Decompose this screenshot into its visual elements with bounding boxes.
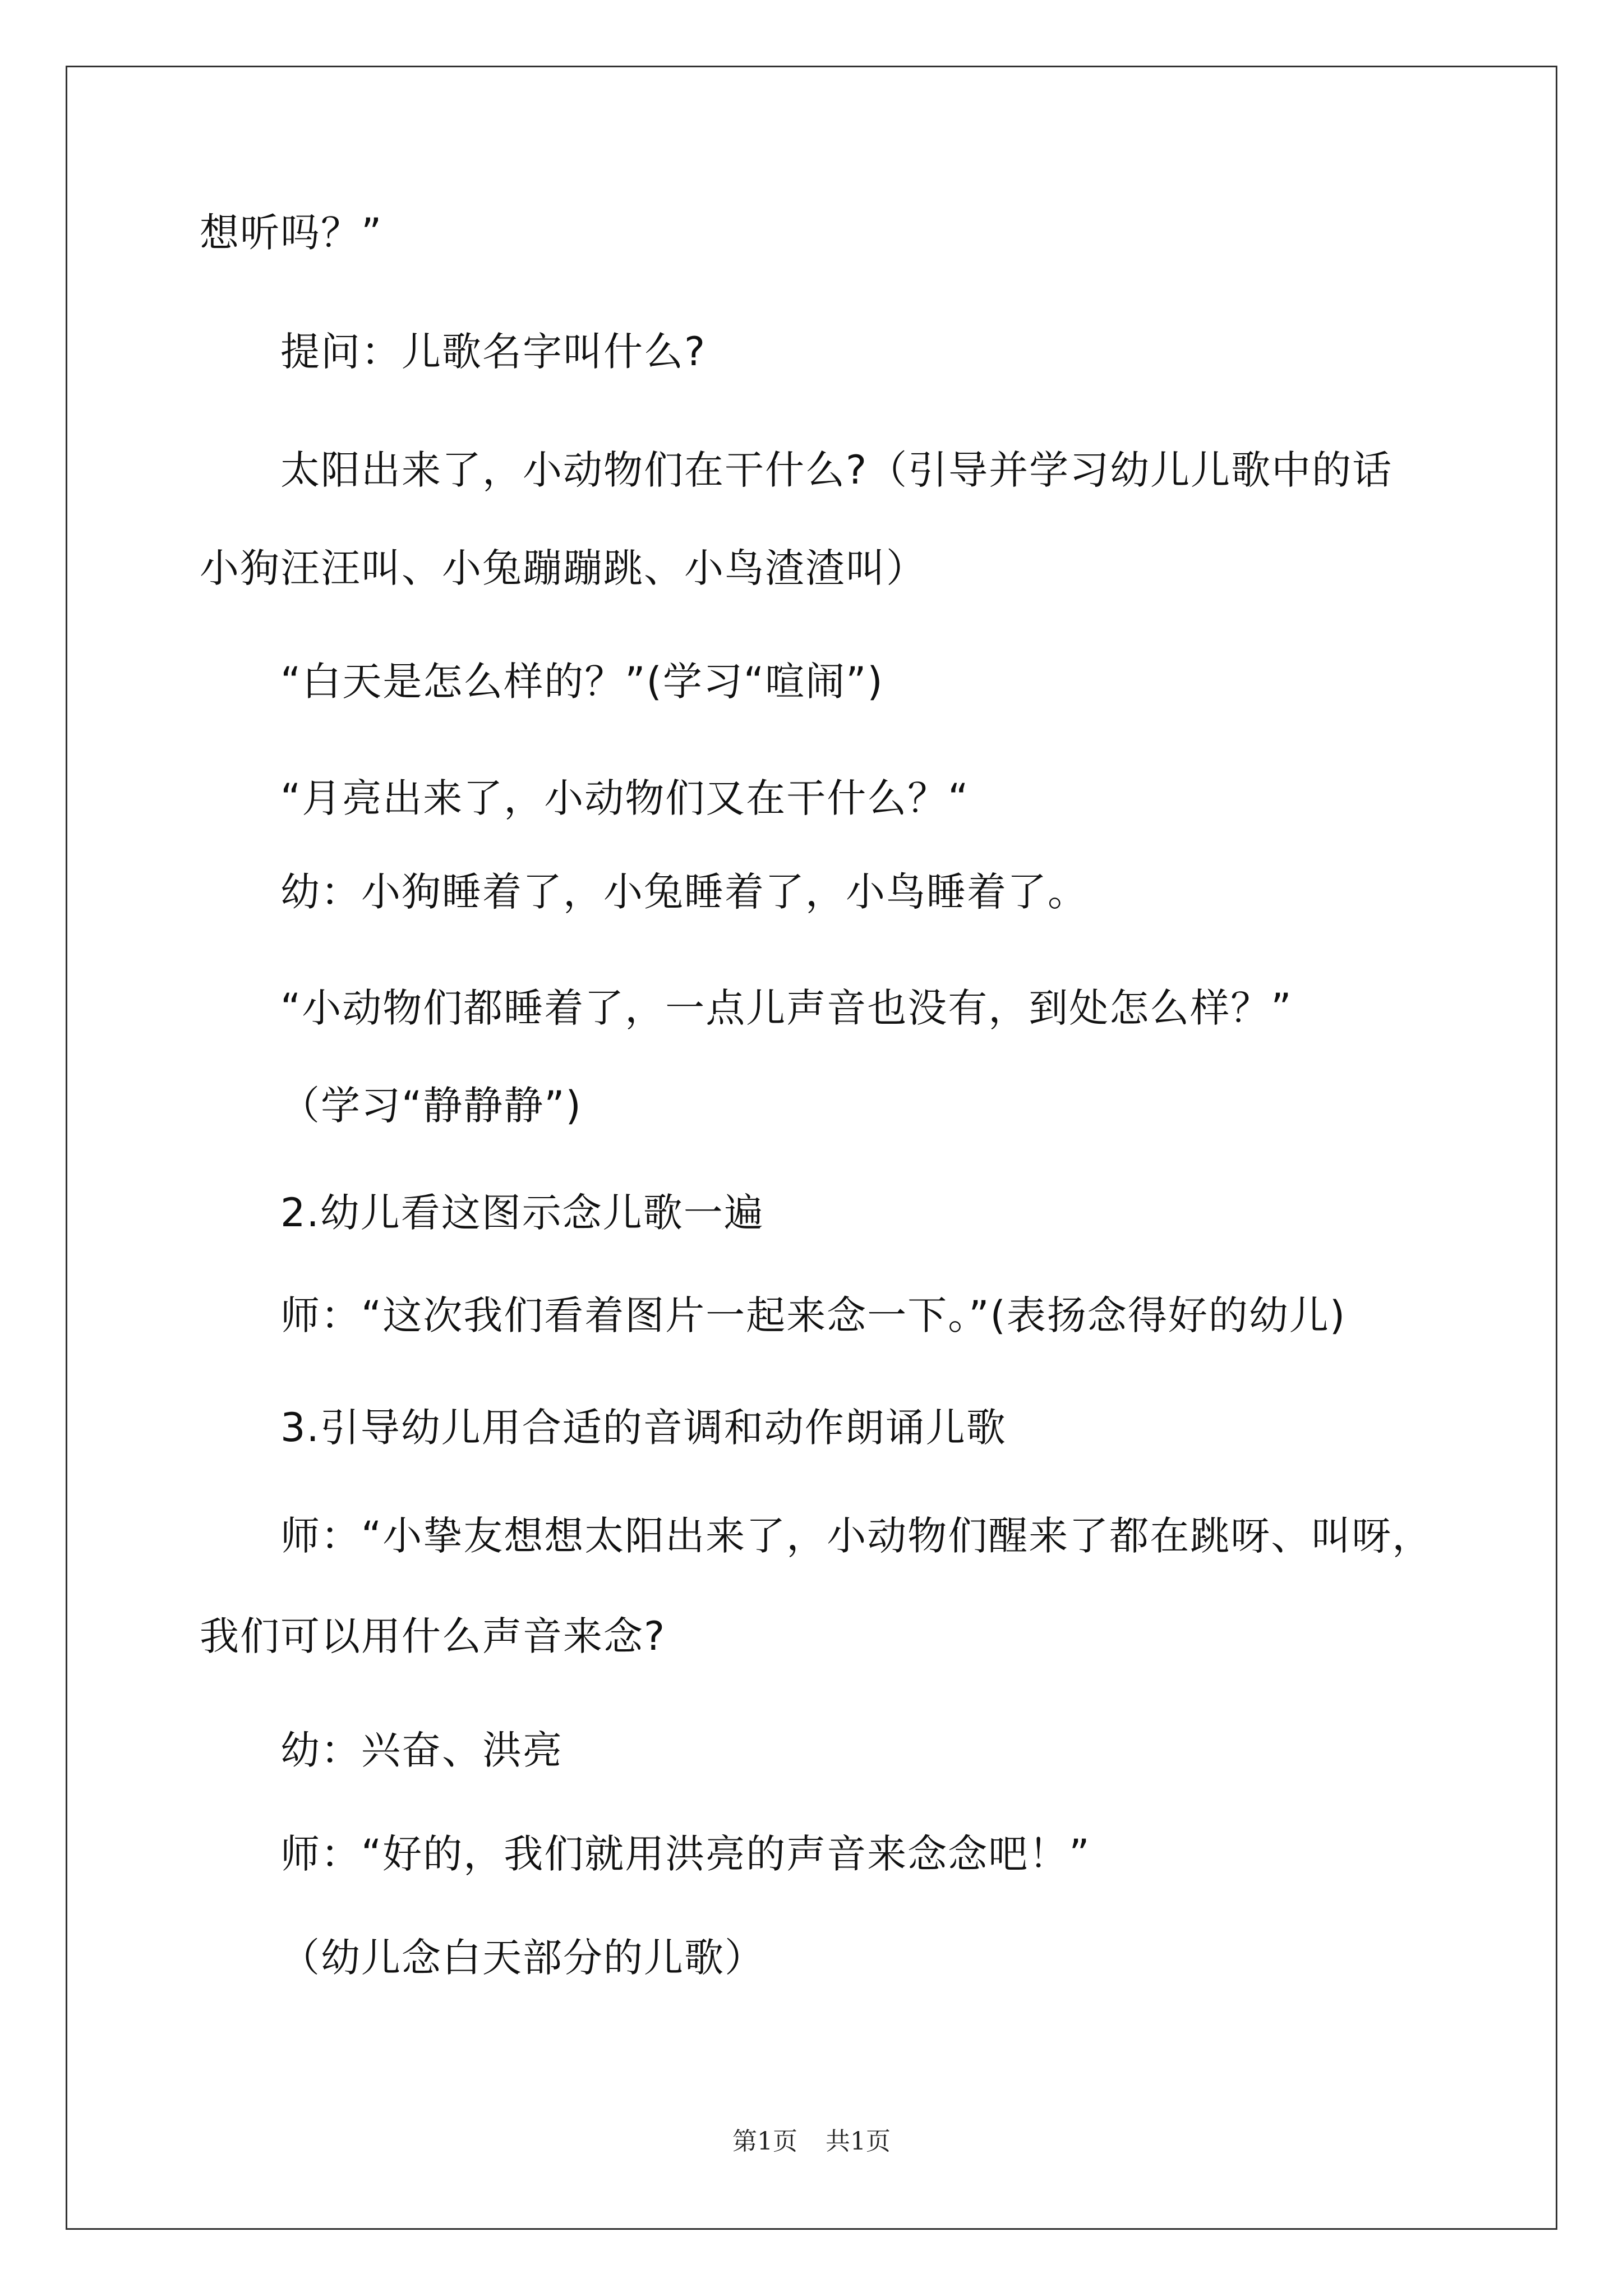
text-line: 幼：兴奋、洪亮 — [280, 1727, 563, 1773]
page-footer — [0, 2125, 1623, 2159]
page-frame — [66, 66, 1557, 2230]
text-line: 师：“小挚友想想太阳出来了，小动物们醒来了都在跳呀、叫呀， — [280, 1513, 1433, 1559]
text-line: 太阳出来了，小动物们在干什么?（引导并学习幼儿儿歌中的话 — [280, 447, 1393, 493]
text-line: 幼：小狗睡着了，小兔睡着了，小鸟睡着了。 — [280, 869, 1088, 915]
text-line: 2.幼儿看这图示念儿歌一遍 — [280, 1190, 764, 1236]
text-line: （学习“静静静”) — [280, 1083, 582, 1129]
text-line: 我们可以用什么声音来念? — [200, 1613, 666, 1659]
text-line: 想听吗？” — [200, 210, 383, 256]
text-line: “月亮出来了，小动物们又在干什么？“ — [280, 775, 970, 821]
page-number: 第1页 — [732, 2127, 797, 2156]
text-line: 小狗汪汪叫、小兔蹦蹦跳、小鸟渣渣叫） — [200, 545, 926, 591]
text-line: 师：“好的，我们就用洪亮的声音来念念吧！” — [280, 1831, 1091, 1877]
text-line: 师：“这次我们看着图片一起来念一下。”(表扬念得好的幼儿) — [280, 1292, 1347, 1338]
text-line: （幼儿念白天部分的儿歌） — [280, 1935, 765, 1981]
text-line: 提问：儿歌名字叫什么? — [280, 329, 707, 375]
text-line: 3.引导幼儿用合适的音调和动作朗诵儿歌 — [280, 1405, 1007, 1451]
text-line: “小动物们都睡着了，一点儿声音也没有，到处怎么样？” — [280, 985, 1293, 1031]
text-line: “白天是怎么样的？”(学习“喧闹”) — [280, 659, 884, 705]
page-total: 共1页 — [826, 2127, 891, 2156]
